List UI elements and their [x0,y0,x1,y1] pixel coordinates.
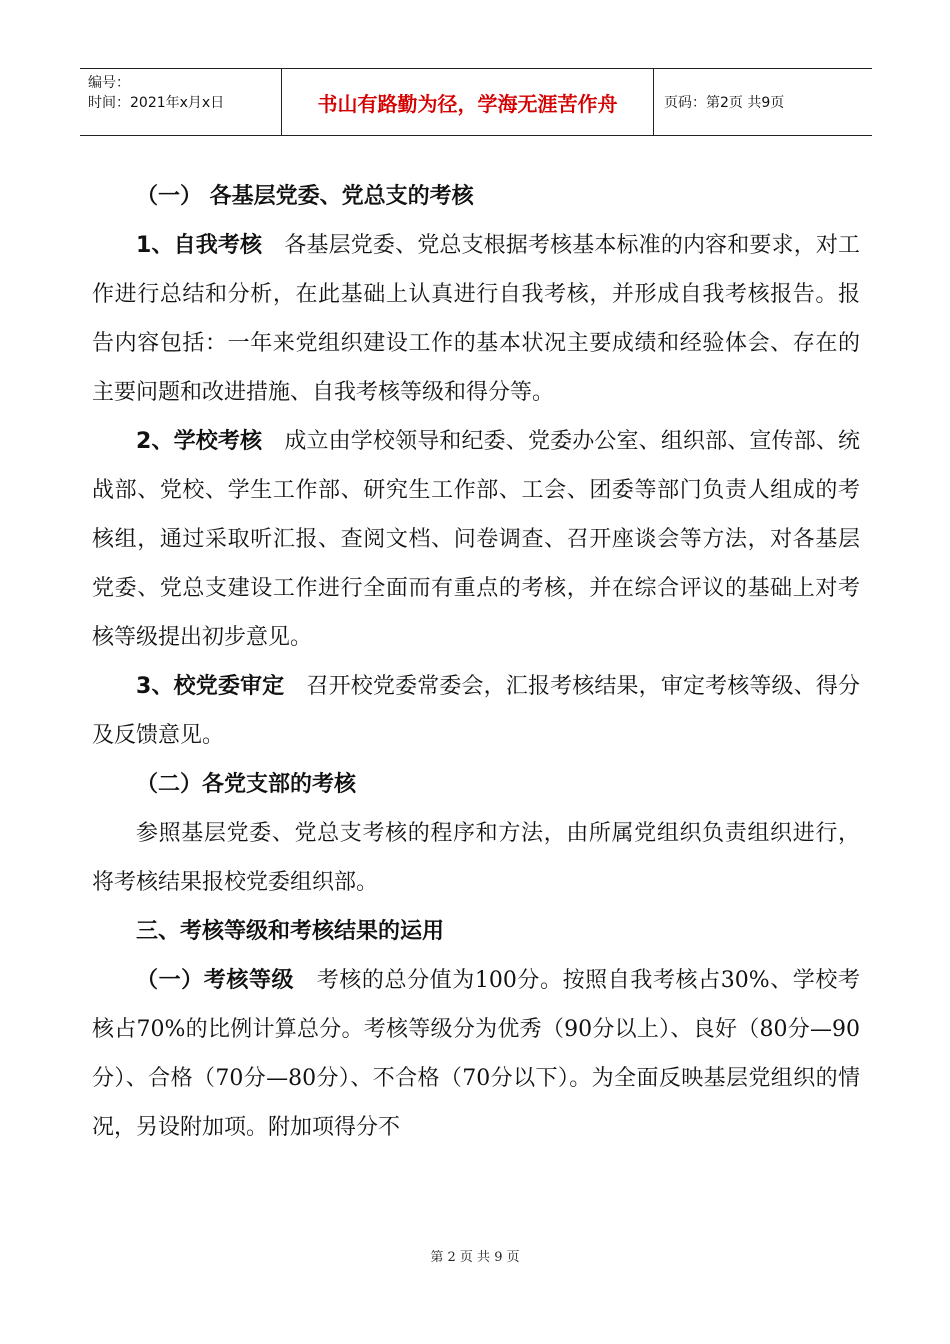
paragraph-text: 考核的总分值为100分。按照自我考核占30%、学校考核占70%的比例计算总分。考核等级分为优秀（90分以上）、良好（80分—90分）、合格（70分—80分）、不合格（70分以下）。为全面反映基层党组织的情况，另设附加项。附加项得分不 [92,968,860,1140]
header-motto: 书山有路勤为径，学海无涯苦作舟 [282,69,654,135]
paragraph-lead: 2、学校考核 [136,429,263,454]
document-time-label: 时间：2021年x月x日 [88,95,225,111]
paragraph-text: 各基层党委、党总支根据考核基本标准的内容和要求，对工作进行总结和分析，在此基础上认真进行自我考核，并形成自我考核报告。报告内容包括：一年来党组织建设工作的基本状况主要成绩和经验体会、存在的主要问题和改进措施、自我考核等级和得分等。 [92,233,860,405]
paragraph-text: 召开校党委常委会，汇报考核结果，审定考核等级、得分及反馈意见。 [92,674,860,748]
paragraph-committee-review [92,662,860,760]
document-body [92,172,860,1152]
paragraph-self-assessment [92,221,860,417]
section-heading-3: 三、考核等级和考核结果的运用 [136,919,445,944]
header-page-info: 页码：第2页 共9页 [664,95,785,111]
section-heading-2: （二）各党支部的考核 [136,772,357,797]
header-meta [80,69,282,135]
page-footer: 第 2 页 共 9 页 [430,1250,520,1265]
paragraph-text: 成立由学校领导和纪委、党委办公室、组织部、宣传部、统战部、党校、学生工作部、研究生工作部、工会、团委等部门负责人组成的考核组，通过采取听汇报、查阅文档、问卷调查、召开座谈会等方法，对各基层党委、党总支建设工作进行全面而有重点的考核，并在综合评议的基础上对考核等级提出初步意见。 [92,429,860,650]
paragraph-school-assessment [92,417,860,662]
page-header [80,68,872,136]
document-number-label: 编号： [88,75,130,91]
paragraph-lead: （一）考核等级 [136,968,295,993]
paragraph-assessment-grades [92,956,860,1152]
section-heading-1: （一） 各基层党委、党总支的考核 [136,184,474,209]
paragraph-branch-assessment: 参照基层党委、党总支考核的程序和方法，由所属党组织负责组织进行，将考核结果报校党委组织部。 [92,821,860,895]
paragraph-lead: 1、自我考核 [136,233,263,258]
paragraph-lead: 3、校党委审定 [136,674,285,699]
